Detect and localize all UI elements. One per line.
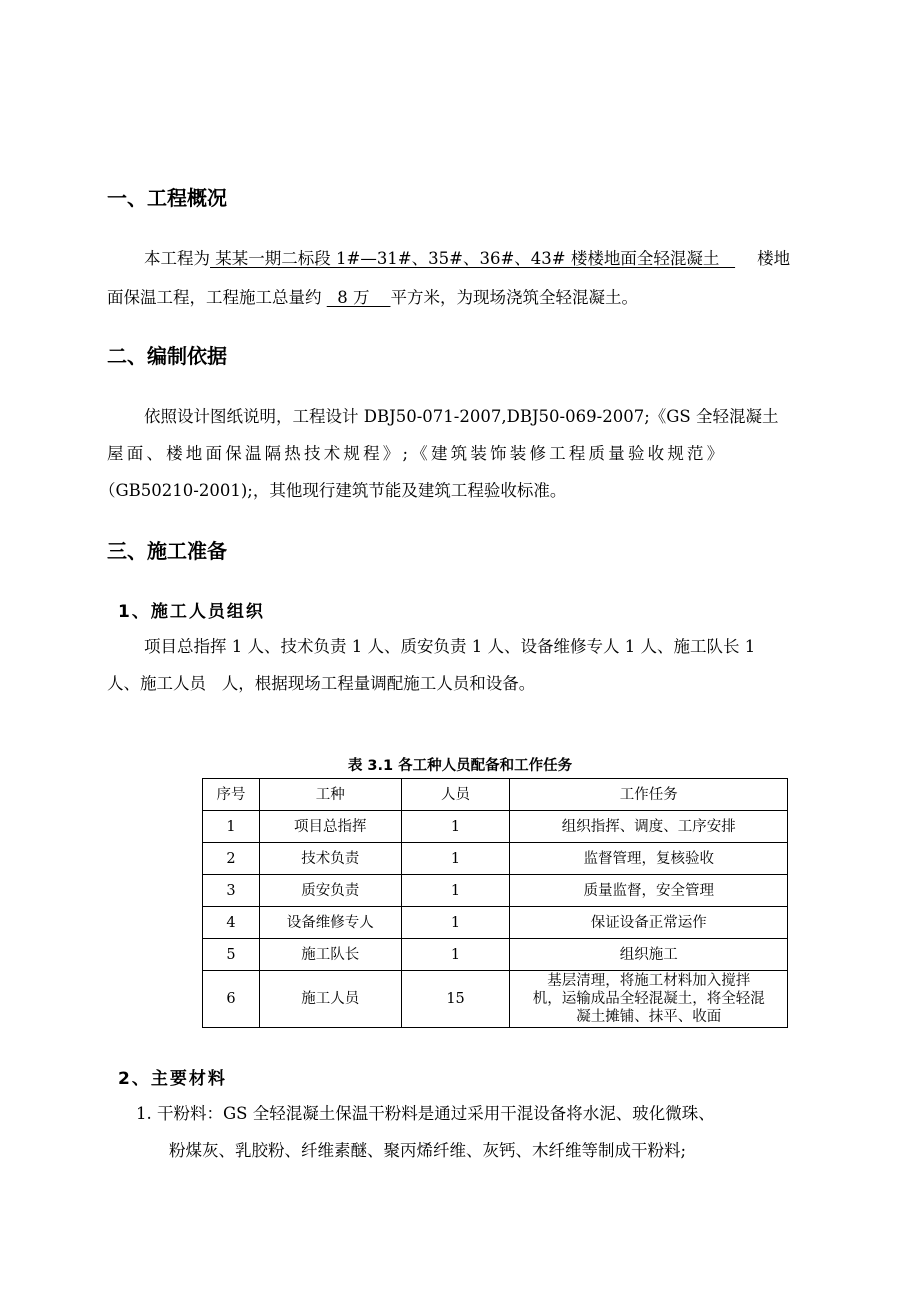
materials-item-1-line-2: 粉煤灰、乳胶粉、纤维素醚、聚丙烯纤维、灰钙、木纤维等制成干粉料; [169, 1141, 687, 1160]
section-1-paragraph-line-1 [144, 245, 790, 269]
section-2-line-3: （GB50210-2001);，其他现行建筑节能及建筑工程验收标准。 [99, 481, 567, 500]
table-cell: 4 [203, 907, 260, 939]
table-cell: 设备维修专人 [259, 907, 401, 939]
header-cell: 工作任务 [510, 779, 788, 811]
table-row [203, 875, 788, 907]
table-row [203, 907, 788, 939]
section-2-line-1: 依照设计图纸说明，工程设计 DBJ50-071-2007,DBJ50-069-2007;《GS 全轻混凝土 [144, 407, 779, 426]
table-cell: 5 [203, 939, 260, 971]
table-row [203, 811, 788, 843]
section-2-line-2: 屋面、楼地面保温隔热技术规程》;《建筑装饰装修工程质量验收规范》 [107, 444, 727, 463]
text-segment: 面保温工程，工程施工总量约 [107, 288, 327, 307]
text-segment: 楼地 [757, 249, 791, 268]
table-cell: 1 [401, 875, 510, 907]
section-1-paragraph-line-2 [107, 284, 638, 308]
header-cell: 人员 [401, 779, 510, 811]
table-cell: 技术负责 [259, 843, 401, 875]
table-cell: 1 [203, 811, 260, 843]
section-1-heading: 一、工程概况 [107, 186, 227, 210]
table-row [203, 939, 788, 971]
total-area-underlined: 8 万 [326, 288, 391, 307]
table-row [203, 971, 788, 1028]
table-cell: 项目总指挥 [259, 811, 401, 843]
table-cell: 组织施工 [510, 939, 788, 971]
section-2-heading: 二、编制依据 [107, 344, 227, 368]
task-line: 机，运输成品全轻混凝土，将全轻混 [532, 991, 765, 1007]
subsection-personnel-heading: 1、施工人员组织 [118, 602, 265, 622]
table-row [203, 843, 788, 875]
task-line: 凝土摊铺、抹平、收面 [576, 1009, 722, 1025]
header-cell: 序号 [203, 779, 260, 811]
table-header-row [203, 779, 788, 811]
table-cell: 施工人员 [259, 971, 401, 1028]
table-cell: 监督管理，复核验收 [510, 843, 788, 875]
table-cell: 1 [401, 907, 510, 939]
table-cell: 6 [203, 971, 260, 1028]
header-cell: 工种 [259, 779, 401, 811]
table-cell: 质安负责 [259, 875, 401, 907]
staffing-table [202, 778, 788, 1028]
table-cell: 质量监督，安全管理 [510, 875, 788, 907]
personnel-line-2: 人、施工人员 人，根据现场工程量调配施工人员和设备。 [107, 674, 536, 693]
table-cell-multiline [510, 971, 788, 1028]
table-cell: 15 [401, 971, 510, 1028]
section-3-heading: 三、施工准备 [107, 539, 227, 563]
table-cell: 1 [401, 939, 510, 971]
text-segment: 本工程为 [144, 249, 210, 268]
materials-item-1-line-1: 1. 干粉料：GS 全轻混凝土保温干粉料是通过采用干混设备将水泥、玻化微珠、 [136, 1104, 715, 1123]
table-cell: 保证设备正常运作 [510, 907, 788, 939]
table-cell: 2 [203, 843, 260, 875]
personnel-line-1: 项目总指挥 1 人、技术负责 1 人、质安负责 1 人、设备维修专人 1 人、施工队长 1 [144, 637, 756, 656]
table-cell: 组织指挥、调度、工序安排 [510, 811, 788, 843]
project-name-underlined: 某某一期二标段 1#—31#、35#、36#、43# 楼楼地面全轻混凝土 [210, 249, 736, 268]
task-line: 基层清理，将施工材料加入搅拌 [547, 973, 751, 989]
table-cell: 1 [401, 843, 510, 875]
subsection-materials-heading: 2、主要材料 [118, 1069, 227, 1089]
text-segment: 平方米，为现场浇筑全轻混凝土。 [390, 288, 638, 307]
table-caption: 表 3.1 各工种人员配备和工作任务 [347, 758, 573, 774]
table-cell: 3 [203, 875, 260, 907]
table-cell: 施工队长 [259, 939, 401, 971]
table-cell: 1 [401, 811, 510, 843]
